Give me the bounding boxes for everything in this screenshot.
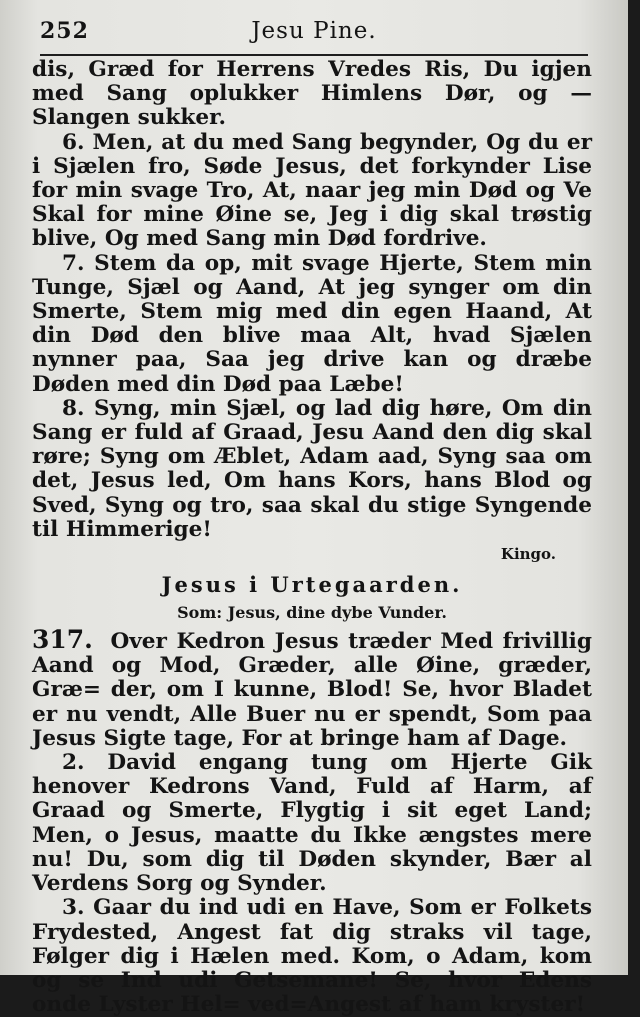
text-line: mine Øine se, Jeg i dig skal trøstig blive, Og med [32, 202, 592, 252]
page-number: 252 [40, 18, 89, 44]
text-line: vendt, Alle Buer nu er spendt, Som paa Jesus [32, 701, 592, 751]
text-line: Døden skynder, Bær al Verdens Sorg og Synder. [32, 846, 592, 897]
text-line: 3. Gaar du ind udi en Have, Som er Folkets [62, 895, 592, 921]
text-line: Over Kedron Jesus træder Med frivillig [110, 629, 592, 655]
text-line: dig i Hælen med. Kom, o Adam, kom og se Ind [32, 943, 592, 993]
text-line: 6. Men, at du med Sang begynder, Og du er i [32, 129, 592, 179]
verse-3 [32, 896, 592, 1017]
page-header [40, 14, 588, 56]
text-line: dis, Græd for Herrens Vredes Ris, Du igjen [32, 57, 592, 82]
text-line: røre; Syng om Æblet, Adam aad, Syng saa om [32, 444, 592, 470]
text-line: ved=Angest af ham kryster! [248, 992, 586, 1017]
text-line: Himmerige! [65, 516, 212, 542]
text-line: Smerte, Flygtig i sit eget Land; Men, o Jesus, [32, 798, 592, 848]
text-line: det, Jesus led, Om hans Kors, hans Blod og [32, 468, 592, 494]
verse-8 [32, 397, 592, 542]
text-line: Saa jeg drive kan og dræbe Døden med din Død [32, 347, 592, 397]
text-line: Kedrons Vand, Fuld af Harm, af Graad og [32, 774, 592, 824]
text-line: sukker. [137, 105, 226, 131]
text-line: Frydested, Angest fat dig straks vil tage, Følger [32, 919, 592, 969]
text-line: Sang min Død fordrive. [205, 226, 487, 252]
text-line: Sjælen fro, Søde Jesus, det forkynder Lise for min [32, 153, 592, 204]
hymn-number: 317. [32, 625, 93, 655]
text-line: paa Læbe! [278, 371, 404, 397]
text-line: Tunge, Sjæl og Aand, At jeg synger om din [32, 274, 592, 300]
hymn-author: Kingo. [500, 545, 556, 564]
verse-6 [32, 131, 592, 252]
text-line: Smerte, Stem mig med din egen Haand, At din [32, 299, 592, 349]
running-title: Jesu Pine. [251, 18, 377, 44]
verse-2 [32, 751, 592, 896]
text-line: Sved, Syng og tro, saa skal du stige Syngende til [32, 492, 592, 542]
text-line: Sang er fuld af Graad, Jesu Aand den dig skal [32, 420, 592, 446]
text-line: der, om I kunne, Blod! Se, hvor Bladet er nu [32, 677, 592, 727]
text-line: udi Getsemane! Se, hvor Edens onde Lyster Hel= [32, 967, 592, 1017]
text-line: maatte du Ikke ængstes mere nu! Du, som dig til [32, 822, 592, 872]
text-line: svage Tro, At, naar jeg min Død og Ve Skal for [32, 178, 592, 228]
verse-7 [32, 252, 592, 397]
text-line: Sigte tage, For at bringe ham af Dage. [103, 725, 568, 751]
text-line: 7. Stem da op, mit svage Hjerte, Stem min [62, 250, 592, 276]
verse-1 [32, 625, 592, 751]
text-line: 2. David engang tung om Hjerte Gik henover [32, 750, 592, 800]
text-line: med Sang oplukker Himlens Dør, og — Slangen [32, 81, 592, 131]
text-line: 8. Syng, min Sjæl, og lad dig høre, Om din [62, 395, 592, 421]
page-body [32, 58, 592, 1017]
melody-reference: Som: Jesus, dine dybe Vunder. [177, 603, 447, 623]
text-line: Aand og Mod, Græder, alle Øine, græder, Græ= [32, 653, 592, 703]
verse-continued [32, 58, 592, 131]
hymn-title: Jesus i Urtegaarden. [161, 572, 463, 598]
text-line: Død den blive maa Alt, hvad Sjælen nynner paa, [32, 323, 592, 373]
